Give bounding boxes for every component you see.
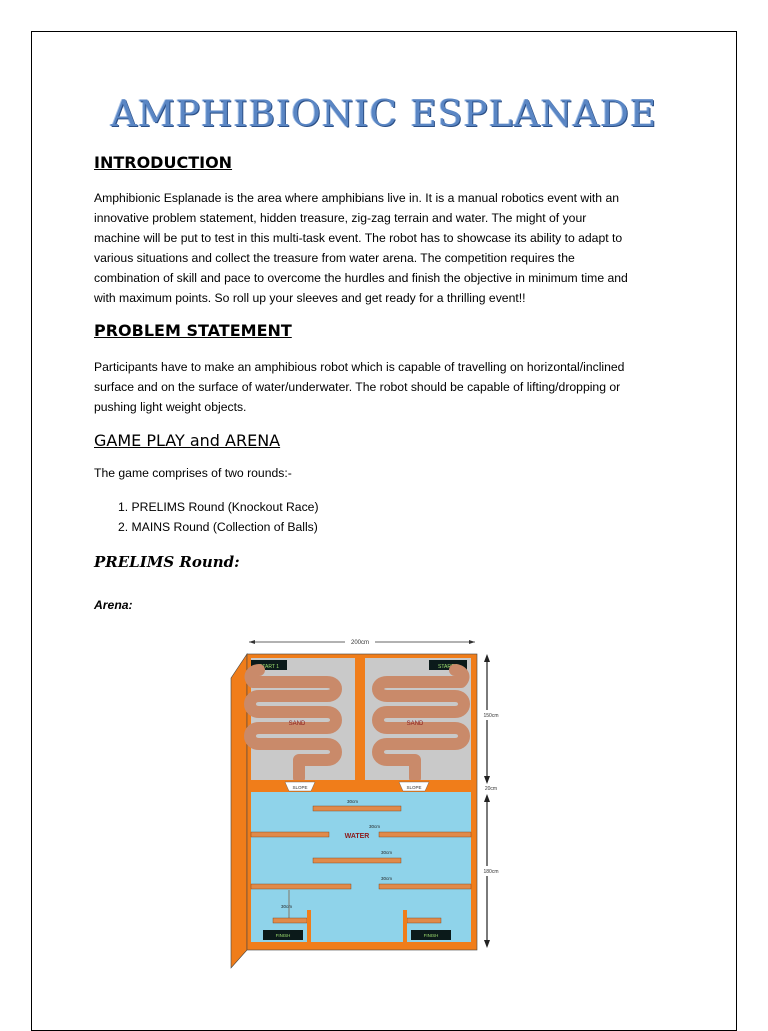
finish-wall-right bbox=[403, 910, 407, 942]
intro-line: combination of skill and pace to overcome the hurdles and finish the objective in minimum time and bbox=[94, 271, 628, 285]
arrow-down-icon bbox=[484, 776, 490, 784]
height-label-180: 180cm bbox=[483, 869, 499, 875]
arrow-up-icon bbox=[484, 654, 490, 662]
round-list-item: 1. PRELIMS Round (Knockout Race) bbox=[118, 500, 319, 514]
intro-line: Amphibionic Esplanade is the area where amphibians live in. It is a manual robotics event with an bbox=[94, 191, 620, 205]
obstacle bbox=[251, 884, 351, 889]
finish-wall-left bbox=[307, 910, 311, 942]
heading-game-play: GAME PLAY and ARENA bbox=[94, 431, 281, 450]
finish-label-2: FINISH bbox=[423, 933, 439, 938]
arrow-up-icon bbox=[484, 794, 490, 802]
intro-line: various situations and collect the treasure from water arena. The competition requires the bbox=[94, 251, 575, 265]
start-label-2: START 2 bbox=[437, 664, 459, 670]
obstacle bbox=[273, 918, 307, 923]
problem-line: Participants have to make an amphibious robot which is capable of travelling on horizontal/inclined bbox=[94, 360, 625, 374]
gap-label: 30cm bbox=[369, 824, 381, 829]
arrow-down-icon bbox=[484, 940, 490, 948]
gap-label: 30cm bbox=[381, 876, 393, 881]
arena-label: Arena: bbox=[94, 598, 133, 612]
introduction-paragraph bbox=[94, 188, 706, 308]
gap-label: 30cm bbox=[347, 799, 359, 804]
arrow-right-icon bbox=[469, 640, 475, 644]
heading-prelims-round: PRELIMS Round: bbox=[94, 553, 240, 571]
obstacle bbox=[313, 858, 401, 863]
heading-introduction: INTRODUCTION bbox=[94, 153, 233, 172]
sand-label-right: SAND bbox=[406, 721, 424, 727]
obstacle bbox=[407, 918, 441, 923]
width-label: 200cm bbox=[350, 640, 370, 646]
problem-line: surface and on the surface of water/underwater. The robot should be capable of lifting/dropping or bbox=[94, 380, 621, 394]
intro-line: machine will be put to test in this multi-task event. The robot has to showcase its ability to adapt to bbox=[94, 231, 623, 245]
center-divider bbox=[355, 658, 365, 786]
slope-label-right: SLOPE bbox=[406, 785, 422, 790]
finish-label-1: FINISH bbox=[275, 933, 291, 938]
gap-label: 30cm bbox=[381, 850, 393, 855]
sand-label-left: SAND bbox=[288, 721, 306, 727]
height-label-20: 20cm bbox=[484, 786, 498, 792]
slope-band bbox=[251, 780, 471, 792]
water-label: WATER bbox=[344, 833, 370, 840]
obstacle bbox=[313, 806, 401, 811]
arrow-left-icon bbox=[249, 640, 255, 644]
height-label-150: 150cm bbox=[483, 713, 499, 719]
obstacle bbox=[379, 832, 471, 837]
gap-label: 30cm bbox=[281, 904, 293, 909]
problem-statement-paragraph bbox=[94, 357, 706, 417]
heading-problem-statement: PROBLEM STATEMENT bbox=[94, 321, 292, 340]
problem-line: pushing light weight objects. bbox=[94, 400, 247, 414]
document-title: AMPHIBIONIC ESPLANADE bbox=[110, 94, 658, 135]
intro-line: innovative problem statement, hidden treasure, zig-zag terrain and water. The might of your bbox=[94, 211, 587, 225]
game-intro-text: The game comprises of two rounds:- bbox=[94, 466, 292, 480]
obstacle bbox=[251, 832, 329, 837]
intro-line: with maximum points. So roll up your sleeves and get ready for a thrilling event!! bbox=[94, 291, 526, 305]
slope-label-left: SLOPE bbox=[292, 785, 308, 790]
start-label-1: START 1 bbox=[258, 664, 280, 670]
round-list-item: 2. MAINS Round (Collection of Balls) bbox=[118, 520, 318, 534]
arena-diagram bbox=[229, 630, 507, 970]
obstacle bbox=[379, 884, 471, 889]
